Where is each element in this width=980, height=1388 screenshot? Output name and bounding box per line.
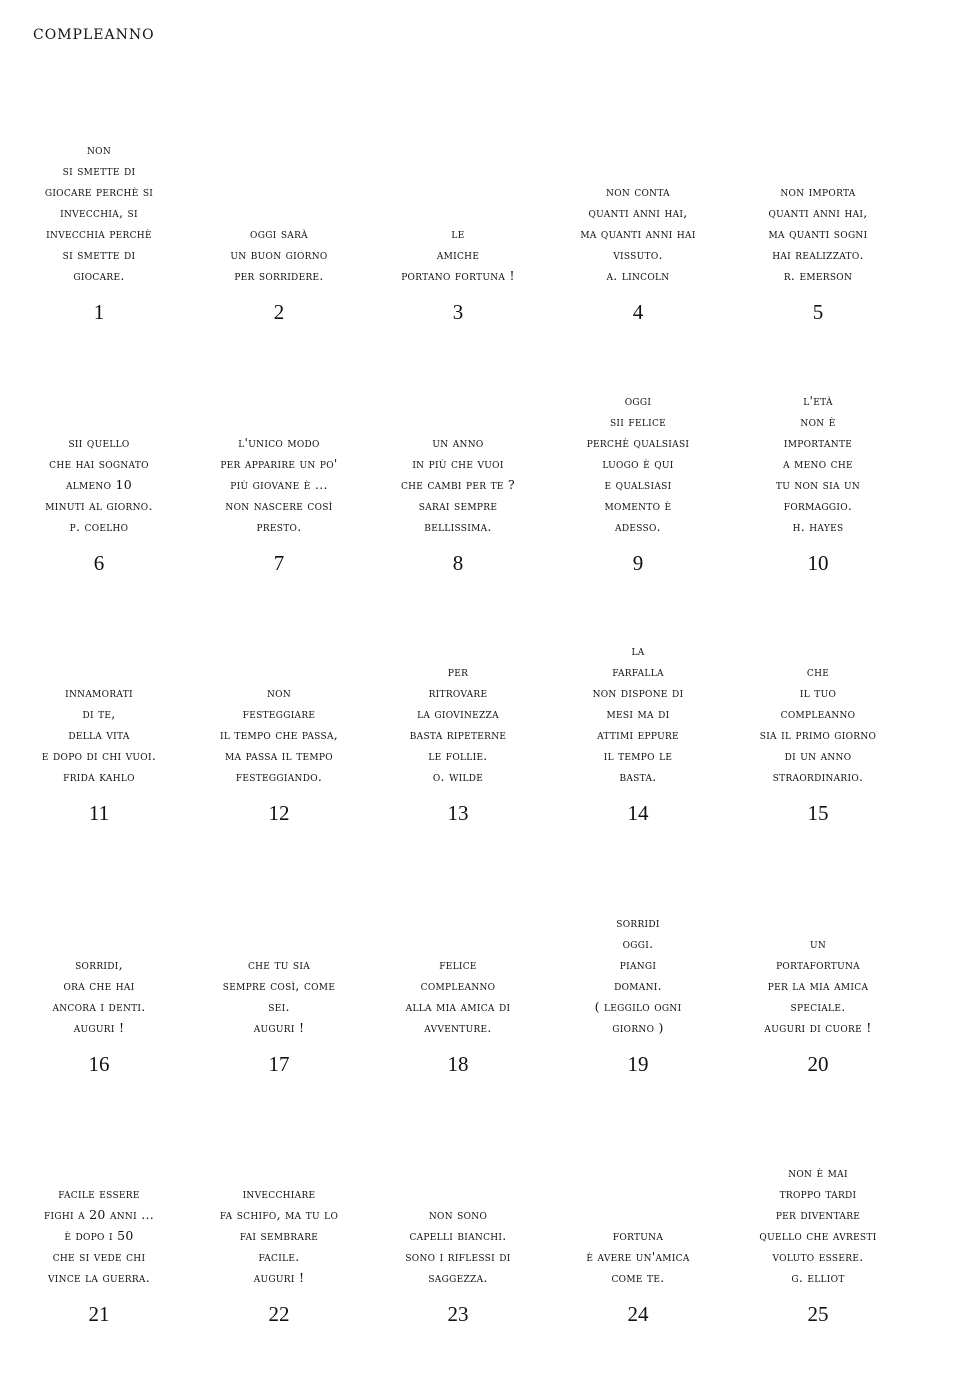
card-quote: felice compleanno alla mia amica di avventure.	[405, 957, 511, 1035]
card-number: 21	[88, 1302, 110, 1326]
card-quote: un portafortuna per la mia amica speciale. auguri di cuore !	[764, 936, 872, 1035]
card-quote: l'età non è importante a meno che tu non sia un formaggio. h. hayes	[775, 393, 861, 534]
card-number: 17	[268, 1052, 290, 1076]
card-number: 1	[93, 300, 105, 324]
card-number: 13	[447, 801, 469, 825]
card-number: 9	[632, 551, 644, 575]
card-number: 24	[627, 1302, 649, 1326]
card-quote: non sono capelli bianchi. sono i riflessi di saggezza.	[405, 1207, 511, 1285]
page-title: compleanno	[33, 20, 155, 44]
card-quote: non conta quanti anni hai, ma quanti anni hai vissuto. a. lincoln	[580, 184, 696, 283]
card-number: 3	[452, 300, 464, 324]
card-quote: facile essere fighi a 20 anni ... è dopo i 50 che si vede chi vince la guerra.	[43, 1186, 155, 1285]
card-quote: sorridi oggi. piangi domani. ( leggilo ogni giorno )	[594, 915, 682, 1035]
card-number: 15	[807, 801, 829, 825]
card-quote: invecchiare fa schifo, ma tu lo fai sembrare facile. auguri !	[219, 1186, 339, 1285]
card-number: 10	[807, 551, 829, 575]
card-number: 14	[627, 801, 649, 825]
card-quote: che tu sia sempre così, come sei. auguri !	[222, 957, 336, 1035]
card-quote: le amiche portano fortuna !	[401, 226, 515, 283]
card-quote: non festeggiare il tempo che passa, ma passa il tempo festeggiando.	[219, 685, 339, 784]
card-number: 11	[88, 801, 110, 825]
card-number: 16	[88, 1052, 110, 1076]
card-number: 7	[273, 551, 285, 575]
card-quote: oggi sii felice perchè qualsiasi luogo è qui e qualsiasi momento è adesso.	[586, 393, 690, 534]
card-quote: innamorati di te, della vita e dopo di chi vuoi. frida kahlo	[41, 685, 157, 784]
card-quote: sorridi, ora che hai ancora i denti. auguri !	[52, 957, 146, 1035]
card-number: 19	[627, 1052, 649, 1076]
card-number: 6	[93, 551, 105, 575]
card-number: 23	[447, 1302, 469, 1326]
birthday-card-grid	[10, 0, 910, 1388]
card-number: 12	[268, 801, 290, 825]
card-number: 8	[452, 551, 464, 575]
card-quote: che il tuo compleanno sia il primo giorno di un anno straordinario.	[759, 664, 877, 784]
card-quote: non si smette di giocare perchè si invecchia, si invecchia perchè si smette di giocare.	[44, 142, 154, 283]
card-quote: fortuna è avere un'amica come te.	[586, 1228, 690, 1285]
card-number: 22	[268, 1302, 290, 1326]
card-quote: non è mai troppo tardi per diventare quello che avresti voluto essere. g. elliot	[759, 1165, 877, 1285]
card-quote: per ritrovare la giovinezza basta ripeterne le follie. o. wilde	[409, 664, 507, 784]
card-number: 18	[447, 1052, 469, 1076]
card-number: 25	[807, 1302, 829, 1326]
card-quote: l'unico modo per apparire un po' più giovane è ... non nascere così presto.	[220, 435, 338, 534]
card-quote: un anno in più che vuoi che cambi per te ? sarai sempre bellissima.	[400, 435, 516, 534]
card-number: 20	[807, 1052, 829, 1076]
card-number: 4	[632, 300, 644, 324]
card-number: 5	[812, 300, 824, 324]
card-quote: non importa quanti anni hai, ma quanti sogni hai realizzato. r. emerson	[768, 184, 868, 283]
card-quote: sii quello che hai sognato almeno 10 minuti al giorno. p. coelho	[45, 435, 153, 534]
card-quote: la farfalla non dispone di mesi ma di attimi eppure il tempo le basta.	[592, 643, 684, 784]
card-quote: oggi sarà un buon giorno per sorridere.	[230, 226, 328, 283]
card-number: 2	[273, 300, 285, 324]
